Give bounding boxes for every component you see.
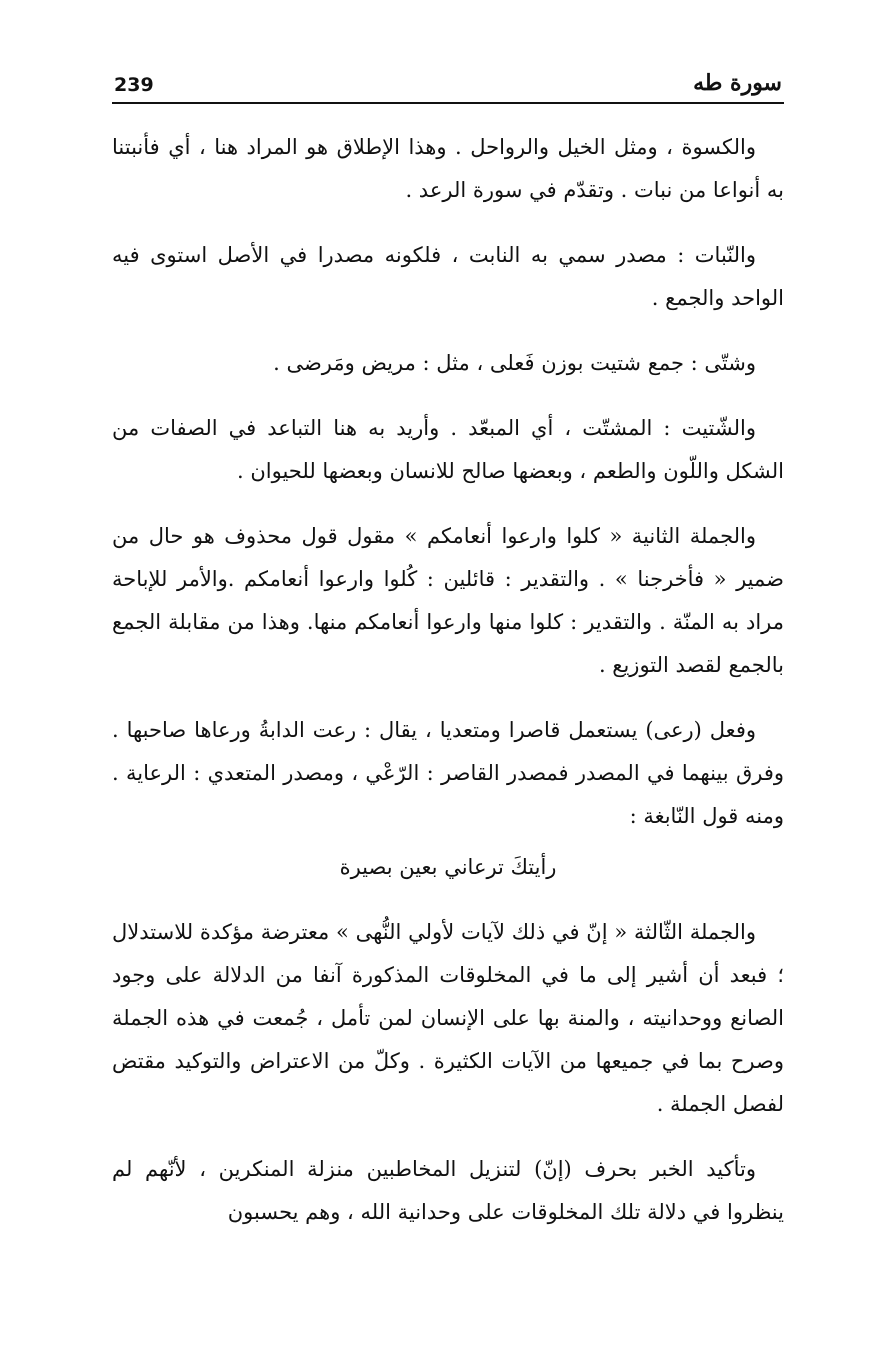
paragraph: والجملة الثّالثة « إنّ في ذلك لآيات لأولي النُّهى » معترضة مؤكدة للاستدلال ؛ فبعد أن أشير إلى ما في المخلوقات المذكورة آنفا من الدلالة على وجود الصانع ووحدانيته ، والمنة بها على الإنسان لمن تأمل ، جُمعت في هذه الجملة وصرح بما في جميعها من الآيات الكثيرة . وكلّ من الاعتراض والتوكيد مقتض لفصل الجملة . — [112, 920, 784, 1116]
page-header — [112, 66, 784, 104]
paragraph: وفعل (رعى) يستعمل قاصرا ومتعديا ، يقال : رعت الدابةُ ورعاها صاحبها . وفرق بينهما في المصدر فمصدر القاصر : الرّعْي ، ومصدر المتعدي : الرعاية . ومنه قول النّابغة : — [112, 718, 784, 828]
paragraph: وتأكيد الخبر بحرف (إنّ) لتنزيل المخاطبين منزلة المنكرين ، لأنّهم لم ينظروا في دلالة تلك المخلوقات على وحدانية الله ، وهم يحسبون — [112, 1157, 784, 1224]
paragraph: والنّبات : مصدر سمي به النابت ، فلكونه مصدرا في الأصل استوى فيه الواحد والجمع . — [112, 243, 784, 310]
paragraph: وشتّى : جمع شتيت بوزن فَعلى ، مثل : مريض ومَرضى . — [273, 351, 756, 375]
surah-title: سورة طه — [693, 70, 782, 96]
page-body — [112, 126, 784, 1234]
paragraph: والكسوة ، ومثل الخيل والرواحل . وهذا الإطلاق هو المراد هنا ، أي فأنبتنا به أنواعا من نبات . وتقدّم في سورة الرعد . — [112, 135, 784, 202]
poetry-verse: رأيتكَ ترعاني بعين بصيرة — [339, 855, 557, 879]
paragraph: والشّتيت : المشتّت ، أي المبعّد . وأريد به هنا التباعد في الصفات من الشكل واللّون والطعم ، وبعضها صالح للانسان وبعضها للحيوان . — [112, 416, 784, 483]
book-page — [112, 66, 784, 1306]
paragraph: والجملة الثانية « كلوا وارعوا أنعامكم » مقول قول محذوف هو حال من ضمير « فأخرجنا » . والتقدير : قائلين : كُلوا وارعوا أنعامكم .والأمر للإباحة مراد به المنّة . والتقدير : كلوا منها وارعوا أنعامكم منها. وهذا من مقابلة الجمع بالجمع لقصد التوزيع . — [112, 524, 784, 677]
page-number: 239 — [114, 74, 154, 96]
